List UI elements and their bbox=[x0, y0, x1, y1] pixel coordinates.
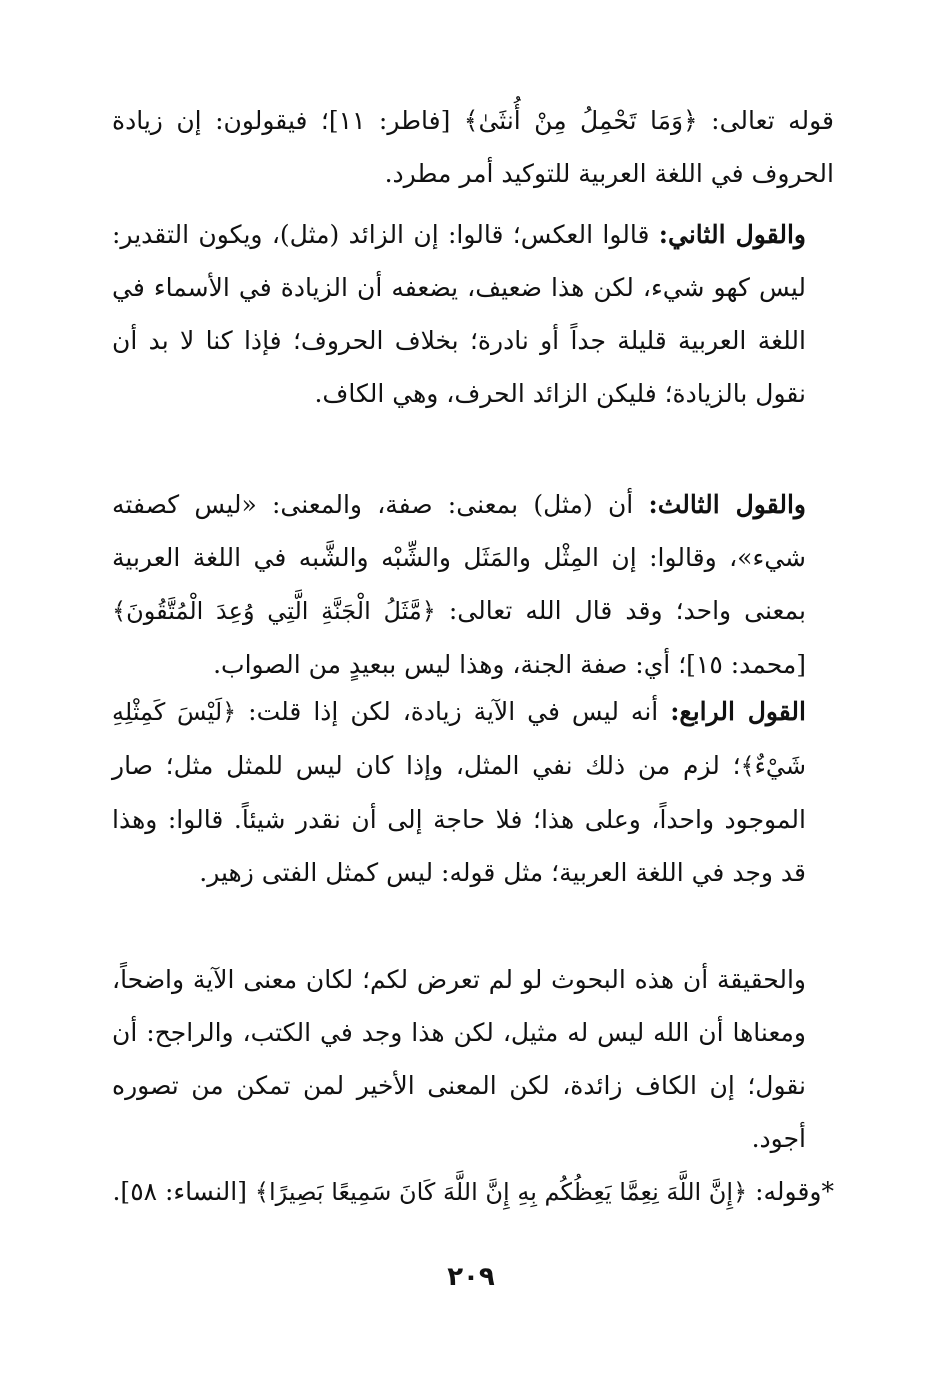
paragraph-4-body bbox=[112, 685, 834, 899]
paragraph-2 bbox=[112, 208, 834, 420]
paragraph-4-text-b: ؛ لزم من ذلك نفي المثل، وإذا كان ليس للمثل مثل؛ صار الموجود واحداً، وعلى هذا؛ فلا حاجة إلى أن نقدر شيئاً. قالوا: وهذا قد وجد في اللغة العربية؛ مثل قوله: ليس كمثل الفتى زهير. bbox=[112, 751, 806, 887]
paragraph-1 bbox=[112, 94, 834, 200]
paragraph-6-lead: *وقوله: bbox=[747, 1177, 834, 1206]
paragraph-3-text-b: [محمد: ١٥]؛ أي: صفة الجنة، وهذا ليس ببعيدٍ من الصواب. bbox=[213, 650, 806, 679]
paragraph-3 bbox=[112, 478, 834, 691]
paragraph-3-heading: والقول الثالث: bbox=[648, 490, 807, 519]
paragraph-4 bbox=[112, 685, 834, 899]
paragraph-6-citation: [النساء: ٥٨]. bbox=[112, 1177, 255, 1206]
quran-verse-nisa-58: ﴿إِنَّ اللَّهَ نِعِمَّا يَعِظُكُم بِهِ إِنَّ اللَّهَ كَانَ سَمِيعًا بَصِيرًا﴾ bbox=[254, 1178, 748, 1206]
paragraph-6 bbox=[112, 1165, 834, 1219]
quran-verse-muhammad-15: ﴿مَّثَلُ الْجَنَّةِ الَّتِي وُعِدَ الْمُتَّقُونَ﴾ bbox=[112, 597, 436, 625]
paragraph-1-text: قوله تعالى: ﴿وَمَا تَحْمِلُ مِنْ أُنثَىٰ﴾ [فاطر: ١١]؛ فيقولون: إن زيادة الحروف في اللغة العربية للتوكيد أمر مطرد. bbox=[112, 106, 834, 188]
paragraph-5 bbox=[112, 953, 834, 1165]
paragraph-6-body bbox=[112, 1165, 834, 1219]
paragraph-4-text-a: أنه ليس في الآية زيادة، لكن إذا قلت: bbox=[236, 697, 671, 726]
paragraph-5-text: والحقيقة أن هذه البحوث لو لم تعرض لكم؛ لكان معنى الآية واضحاً، ومعناها أن الله ليس له مثيل، لكن هذا وجد في الكتب، والراجح: أن نقول؛ إن الكاف زائدة، لكن المعنى الأخير لمن تمكن من تصوره أجود. bbox=[112, 965, 806, 1153]
paragraph-2-heading: والقول الثاني: bbox=[658, 220, 806, 249]
paragraph-3-text-a: أن (مثل) بمعنى: صفة، والمعنى: «ليس كصفته شيء»، وقالوا: إن المِثْل والمَثَل والشِّبْه والشَّبه في اللغة العربية بمعنى واحد؛ وقد قال الله تعالى: bbox=[112, 490, 806, 625]
page-number: ٢٠٩ bbox=[447, 1262, 495, 1292]
paragraph-3-body bbox=[112, 478, 834, 691]
paragraph-2-body bbox=[112, 208, 834, 420]
quran-verse-laysa-kamithlihi: ﴿لَيْسَ كَمِثْلِهِ شَيْءٌ﴾ bbox=[112, 698, 806, 780]
paragraph-4-heading: القول الرابع: bbox=[670, 697, 806, 726]
paragraph-2-text: قالوا العكس؛ قالوا: إن الزائد (مثل)، ويكون التقدير: ليس كهو شيء، لكن هذا ضعيف، يضعفه أن الزيادة في الأسماء في اللغة العربية قليلة جداً أو نادرة؛ بخلاف الحروف؛ فإذا كنا لا بد أن نقول بالزيادة؛ فليكن الزائد الحرف، وهي الكاف. bbox=[112, 220, 806, 408]
